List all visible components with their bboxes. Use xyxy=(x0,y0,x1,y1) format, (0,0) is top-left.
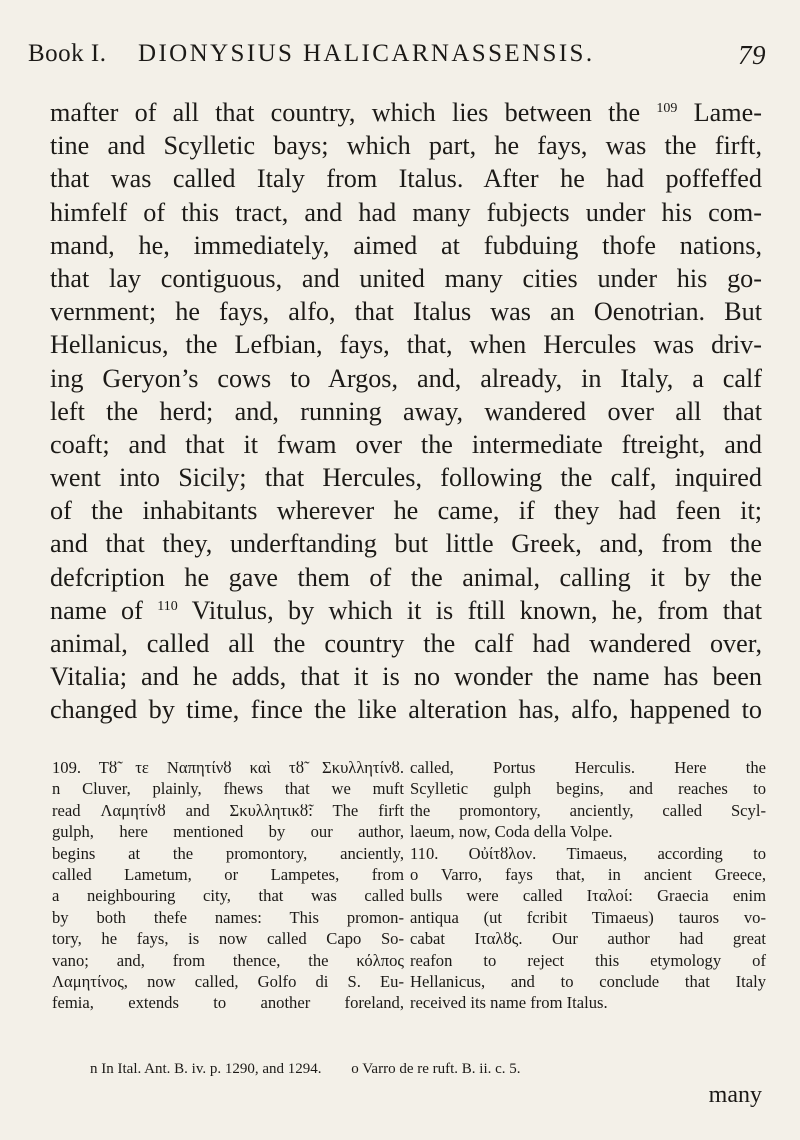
text-line: that was called Italy from Italus. After he had poffeffed xyxy=(50,164,762,194)
note-line: read Λαμητίνȣ and Σκυλλητικȣ̃: The firft xyxy=(52,800,404,820)
note-line: cabat Ιταλȣς. Our author had great xyxy=(410,929,766,949)
note-line: Hellanicus, and to conclude that Italy xyxy=(410,971,766,991)
footnotes-left-column xyxy=(52,757,404,1014)
note-line: called Lametum, or Lampetes, from xyxy=(52,864,404,884)
source-note: n In Ital. Ant. B. iv. p. 1290, and 1294. xyxy=(90,1061,322,1077)
note-line: received its name from Italus. xyxy=(410,993,608,1013)
text-line: left the herd; and, running away, wandered over all that xyxy=(50,396,762,426)
main-text xyxy=(50,96,762,727)
source-note: o Varro de re ruft. B. ii. c. 5. xyxy=(351,1061,521,1077)
note-line: called, Portus Herculis. Here the xyxy=(410,758,766,777)
text-line: animal, called all the country the calf had wandered over, xyxy=(50,629,762,658)
note-line: tory, he fays, is now called Capo So- xyxy=(52,929,404,949)
note-line: begins at the promontory, anciently, xyxy=(52,843,404,863)
note-line: bulls were called Ιταλοί: Graecia enim xyxy=(410,886,766,906)
note-line: o Varro, fays that, in ancient Greece, xyxy=(410,864,766,884)
text-line: of the inhabitants wherever he came, if they had feen it; xyxy=(50,496,762,526)
text-line: changed by time, fince the like alteration has, alfo, happened to xyxy=(50,695,762,725)
text-line: mafter of all that country, which lies between the $^{109}$ Lame- xyxy=(50,98,762,127)
text-line: coaft; and that it fwam over the intermediate ftreight, and xyxy=(50,429,762,459)
book-label: Book I. xyxy=(28,40,107,67)
text-line: name of $^{110}$ Vitulus, by which it is ftill known, he, from that xyxy=(50,595,763,625)
note-line: 110. Οὐίτȣλον. Timaeus, according to xyxy=(410,843,766,863)
text-line: and that they, underftanding but little Greek, and, from the xyxy=(50,529,762,559)
note-line: n Cluver, plainly, fhews that we muft xyxy=(52,779,404,799)
note-line: reafon to reject this etymology of xyxy=(410,950,766,970)
note-line: antiqua (ut fcribit Timaeus) tauros vo- xyxy=(410,907,766,927)
note-line: femia, extends to another foreland, xyxy=(52,993,404,1013)
note-line: 109. Τȣ̃ τε Ναπητίνȣ καὶ τȣ̃ Σκυλλητίνȣ. xyxy=(52,758,404,777)
text-line: Hellanicus, the Lefbian, fays, that, when Hercules was driv- xyxy=(50,330,762,360)
note-line: Λαμητίνος, now called, Golfo di S. Eu- xyxy=(52,971,404,991)
running-title: DIONYSIUS HALICARNASSENSIS. xyxy=(138,40,595,67)
footnote-ref: 110 xyxy=(157,598,178,614)
running-head xyxy=(28,40,766,76)
note-line: by both thefe names: This promon- xyxy=(52,907,404,927)
note-line: vano; and, from thence, the κόλπος xyxy=(52,950,404,970)
footnote-ref: 109 xyxy=(656,101,678,116)
text-line: tine and Scylletic bays; which part, he fays, was the firft, xyxy=(50,131,762,161)
note-line: laeum, now, Coda della Volpe. xyxy=(410,822,613,842)
source-notes xyxy=(90,1061,770,1078)
note-line: Scylletic gulph begins, and reaches to xyxy=(410,779,766,799)
text-line: vernment; he fays, alfo, that Italus was an Oenotrian. But xyxy=(50,297,762,327)
page-number: 79 xyxy=(738,40,766,70)
text-line: himfelf of this tract, and had many fubjects under his com- xyxy=(50,197,762,227)
text-line: Vitalia; and he adds, that it is no wonder the name has been xyxy=(50,662,762,692)
note-line: the promontory, anciently, called Scyl- xyxy=(410,800,766,820)
text-line: mand, he, immediately, aimed at fubduing thofe nations, xyxy=(50,230,762,260)
note-line: a neighbouring city, that was called xyxy=(52,886,404,906)
text-line: defcription he gave them of the animal, calling it by the xyxy=(50,562,762,592)
catchword: many xyxy=(708,1082,762,1108)
footnotes-right-column xyxy=(410,757,766,1014)
text-line: that lay contiguous, and united many cities under his go- xyxy=(50,263,762,293)
text-line: went into Sicily; that Hercules, following the calf, inquired xyxy=(50,463,762,493)
text-line: ing Geryon’s cows to Argos, and, already, in Italy, a calf xyxy=(50,363,762,393)
note-line: gulph, here mentioned by our author, xyxy=(52,822,404,842)
